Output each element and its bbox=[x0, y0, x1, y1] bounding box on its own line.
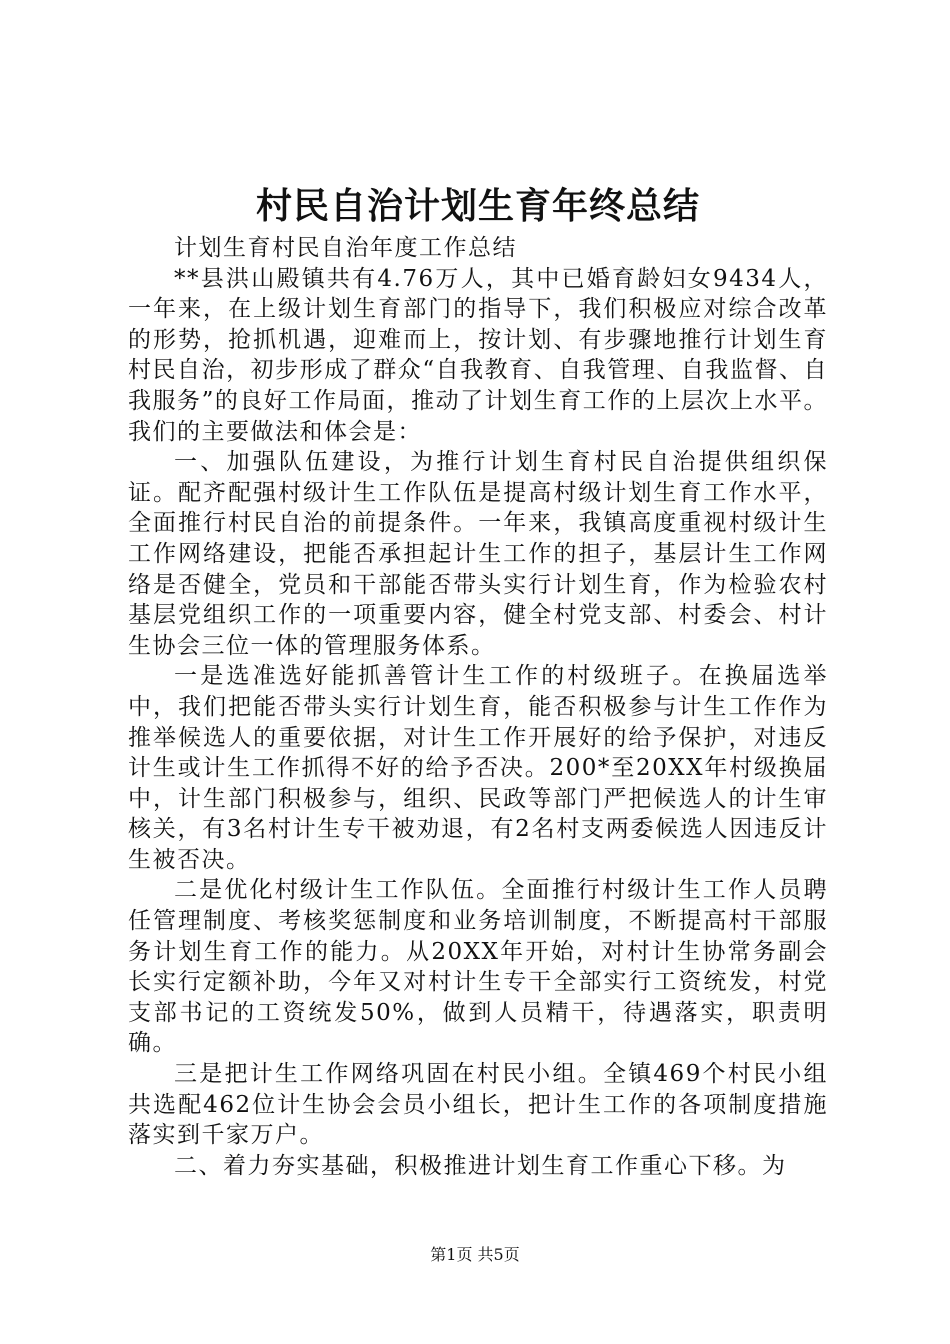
paragraph-point-3: 三是把计生工作网络巩固在村民小组。全镇469个村民小组共选配462位计生协会会员小组长，把计生工作的各项制度措施落实到千家万户。 bbox=[128, 1061, 828, 1149]
paragraph-section-1: 一、加强队伍建设，为推行计划生育村民自治提供组织保证。配齐配强村级计生工作队伍是提高村级计划生育工作水平，全面推行村民自治的前提条件。一年来，我镇高度重视村级计生工作网络建设，把能否承担起计生工作的担子，基层计生工作网络是否健全，党员和干部能否带头实行计划生育，作为检验农村基层党组织工作的一项重要内容，健全村党支部、村委会、村计生协会三位一体的管理服务体系。 bbox=[128, 449, 828, 659]
paragraph-subtitle: 计划生育村民自治年度工作总结 bbox=[174, 235, 517, 261]
document-title: 村民自治计划生育年终总结 bbox=[255, 185, 700, 227]
document-page bbox=[128, 0, 828, 1344]
paragraph-point-2: 二是优化村级计生工作队伍。全面推行村级计生工作人员聘任管理制度、考核奖惩制度和业务培训制度，不断提高村干部服务计划生育工作的能力。从20XX年开始，对村计生协常务副会长实行定额补助，今年又对村计生专干全部实行工资统发，村党支部书记的工资统发50%，做到人员精干，待遇落实，职责明确。 bbox=[128, 877, 828, 1057]
paragraph-point-1: 一是选准选好能抓善管计生工作的村级班子。在换届选举中，我们把能否带头实行计划生育，能否积极参与计生工作作为推举候选人的重要依据，对计生工作开展好的给予保护，对违反计生或计生工作抓得不好的给予否决。200*至20XX年村级换届中，计生部门积极参与，组织、民政等部门严把候选人的计生审核关，有3名村计生专干被劝退，有2名村支两委候选人因违反计生被否决。 bbox=[128, 663, 828, 873]
paragraph-intro: **县洪山殿镇共有4.76万人，其中已婚育龄妇女9434人，一年来，在上级计划生育部门的指导下，我们积极应对综合改革的形势，抢抓机遇，迎难而上，按计划、有步骤地推行计划生育村民自治，初步形成了群众“自我教育、自我管理、自我监督、自我服务”的良好工作局面，推动了计划生育工作的上层次上水平。我们的主要做法和体会是： bbox=[128, 265, 828, 445]
page-indicator: 第1页 共5页 bbox=[430, 1245, 520, 1264]
paragraph-section-2: 二、着力夯实基础，积极推进计划生育工作重心下移。为 bbox=[174, 1152, 787, 1179]
document-body bbox=[128, 233, 828, 1181]
